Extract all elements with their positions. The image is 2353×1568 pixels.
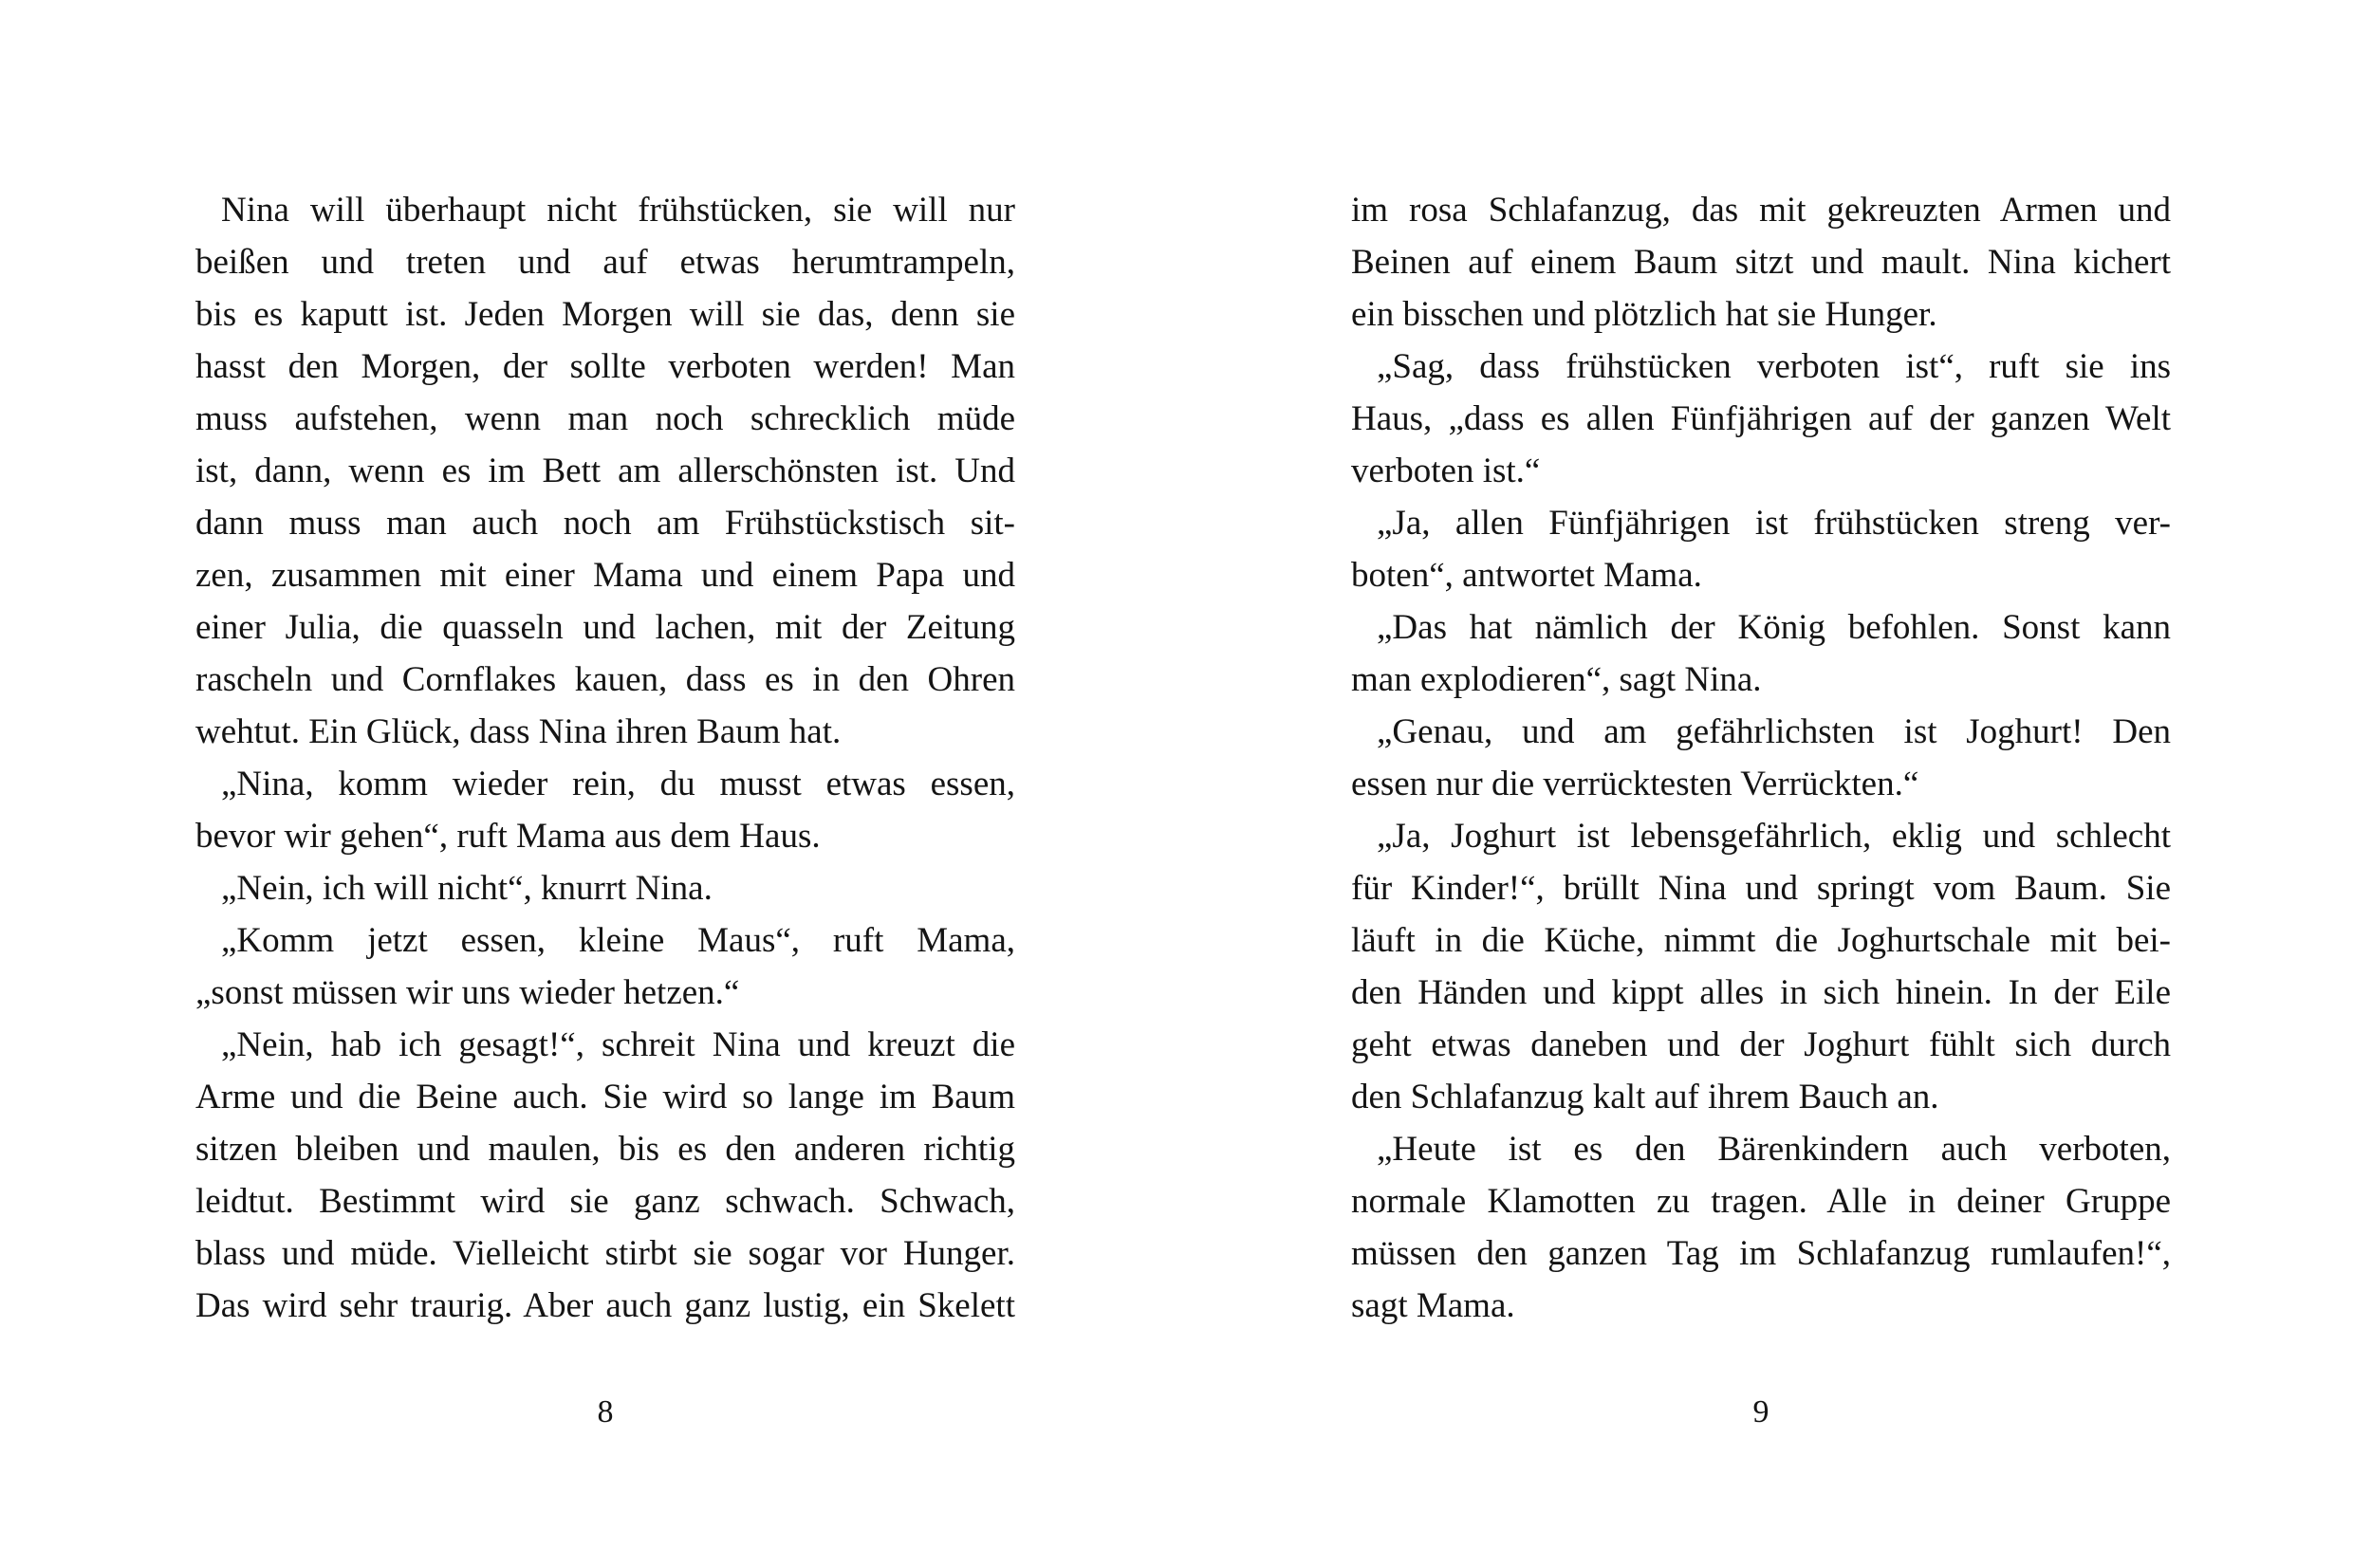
text-line: bevor wir gehen“, ruft Mama aus dem Haus. [195,817,821,856]
text-line: Nina will überhaupt nicht frühstücken, sie will nur [221,191,1015,230]
text-line: Haus, „dass es allen Fünfjährigen auf der ganzen Welt [1351,399,2171,438]
text-line: für Kinder!“, brüllt Nina und springt vom Baum. Sie [1351,869,2171,908]
text-line: müssen den ganzen Tag im Schlafanzug rumlaufen!“, [1351,1234,2171,1273]
text-line: „sonst müssen wir uns wieder hetzen.“ [195,973,740,1012]
text-line: Arme und die Beine auch. Sie wird so lange im Baum [195,1078,1015,1116]
text-line: ist, dann, wenn es im Bett am allerschönsten ist. Und [195,452,1015,490]
text-line: wehtut. Ein Glück, dass Nina ihren Baum hat. [195,712,842,751]
text-line: leidtut. Bestimmt wird sie ganz schwach. Schwach, [195,1182,1015,1221]
text-line: bis es kaputt ist. Jeden Morgen will sie das, denn sie [195,295,1015,334]
text-line: „Sag, dass frühstücken verboten ist“, ruft sie ins [1377,347,2171,386]
text-line: den Händen und kippt alles in sich hinein. In der Eile [1351,973,2171,1012]
text-line: beißen und treten und auf etwas herumtrampeln, [195,243,1015,282]
text-line: dann muss man auch noch am Frühstückstisch sit- [195,504,1015,543]
text-line: rascheln und Cornflakes kauen, dass es in den Ohren [195,660,1015,699]
text-line: zen, zusammen mit einer Mama und einem Papa und [195,556,1015,595]
book-page-left [195,0,1015,1568]
text-line: verboten ist.“ [1351,452,1541,490]
text-line: „Genau, und am gefährlichsten ist Joghurt! Den [1377,712,2171,751]
page-number-left: 8 [597,1394,614,1430]
text-line: ein bisschen und plötzlich hat sie Hunger. [1351,295,1937,334]
text-line: einer Julia, die quasseln und lachen, mit der Zeitung [195,608,1015,647]
text-line: man explodieren“, sagt Nina. [1351,660,1762,699]
text-line: blass und müde. Vielleicht stirbt sie sogar vor Hunger. [195,1234,1015,1273]
text-line: geht etwas daneben und der Joghurt fühlt sich durch [1351,1025,2171,1064]
text-line: Das wird sehr traurig. Aber auch ganz lustig, ein Skelett [195,1286,1015,1325]
text-line: „Nein, ich will nicht“, knurrt Nina. [221,869,713,908]
text-line: sagt Mama. [1351,1286,1515,1325]
book-page-right [1351,0,2171,1568]
text-line: essen nur die verrücktesten Verrückten.“ [1351,765,1919,803]
page-number-right: 9 [1752,1394,1769,1430]
text-line: muss aufstehen, wenn man noch schrecklich müde [195,399,1015,438]
text-line: sitzen bleiben und maulen, bis es den anderen richtig [195,1130,1015,1169]
text-line: hasst den Morgen, der sollte verboten werden! Man [195,347,1015,386]
text-line: „Heute ist es den Bärenkindern auch verboten, [1377,1130,2171,1169]
text-line: im rosa Schlafanzug, das mit gekreuzten Armen und [1351,191,2171,230]
text-line: Beinen auf einem Baum sitzt und mault. Nina kichert [1351,243,2171,282]
text-line: den Schlafanzug kalt auf ihrem Bauch an. [1351,1078,1939,1116]
text-line: boten“, antwortet Mama. [1351,556,1702,595]
text-line: „Das hat nämlich der König befohlen. Sonst kann [1377,608,2171,647]
text-line: „Ja, Joghurt ist lebensgefährlich, eklig und schlecht [1377,817,2171,856]
text-line: „Nein, hab ich gesagt!“, schreit Nina und kreuzt die [221,1025,1015,1064]
text-line: „Komm jetzt essen, kleine Maus“, ruft Mama, [221,921,1015,960]
page-left-text [195,190,1015,1337]
text-line: „Ja, allen Fünfjährigen ist frühstücken streng ver- [1377,504,2171,543]
text-line: normale Klamotten zu tragen. Alle in deiner Gruppe [1351,1182,2171,1221]
text-line: läuft in die Küche, nimmt die Joghurtschale mit bei- [1351,921,2171,960]
text-line: „Nina, komm wieder rein, du musst etwas essen, [221,765,1015,803]
page-right-text [1351,190,2171,1337]
